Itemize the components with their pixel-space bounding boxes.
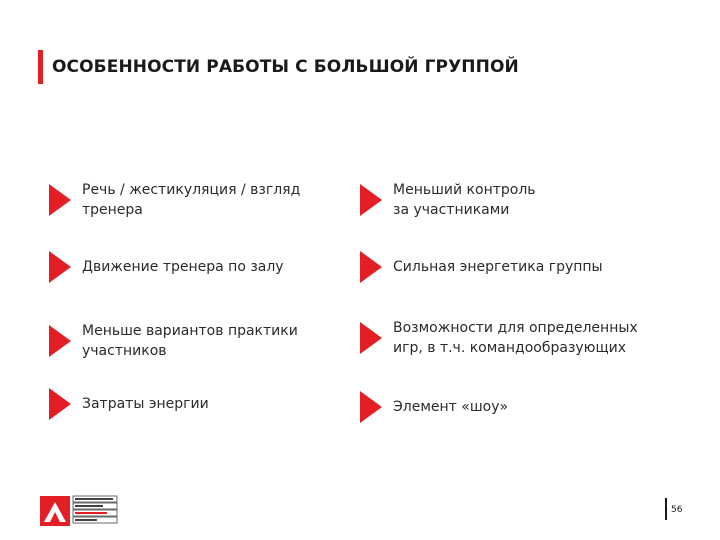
list-item-text: Движение тренера по залу bbox=[82, 259, 284, 275]
list-item bbox=[360, 391, 508, 423]
list-item-text: Элемент «шоу» bbox=[393, 399, 509, 415]
list-item bbox=[360, 251, 603, 283]
list-item-text: Речь / жестикуляция / взгляд тренера bbox=[82, 182, 301, 218]
list-item-text: Возможности для определенных игр, в т.ч. командообразующих bbox=[393, 320, 638, 356]
company-logo-icon bbox=[40, 494, 120, 528]
list-item-text: Меньший контроль за участниками bbox=[393, 182, 536, 218]
red-triangle-arrow-icon bbox=[360, 251, 382, 283]
red-triangle-arrow-icon bbox=[49, 325, 71, 357]
red-triangle-arrow-icon bbox=[49, 388, 71, 420]
list-item-text: Меньше вариантов практики участников bbox=[82, 323, 298, 359]
list-item-text: Сильная энергетика группы bbox=[393, 259, 603, 275]
page-number: 56 bbox=[671, 505, 683, 515]
red-triangle-arrow-icon bbox=[49, 184, 71, 216]
list-item-text: Затраты энергии bbox=[82, 396, 209, 412]
slide-title: ОСОБЕННОСТИ РАБОТЫ С БОЛЬШОЙ ГРУППОЙ bbox=[52, 57, 519, 77]
list-item bbox=[49, 251, 284, 283]
list-item bbox=[360, 180, 536, 220]
red-triangle-arrow-icon bbox=[360, 391, 382, 423]
list-item bbox=[49, 321, 298, 361]
red-triangle-arrow-icon bbox=[49, 251, 71, 283]
list-item bbox=[49, 388, 209, 420]
title-accent-bar bbox=[38, 50, 43, 84]
page-number-divider bbox=[665, 498, 667, 520]
red-triangle-arrow-icon bbox=[360, 322, 382, 354]
list-item bbox=[49, 180, 300, 220]
red-triangle-arrow-icon bbox=[360, 184, 382, 216]
list-item bbox=[360, 318, 638, 358]
